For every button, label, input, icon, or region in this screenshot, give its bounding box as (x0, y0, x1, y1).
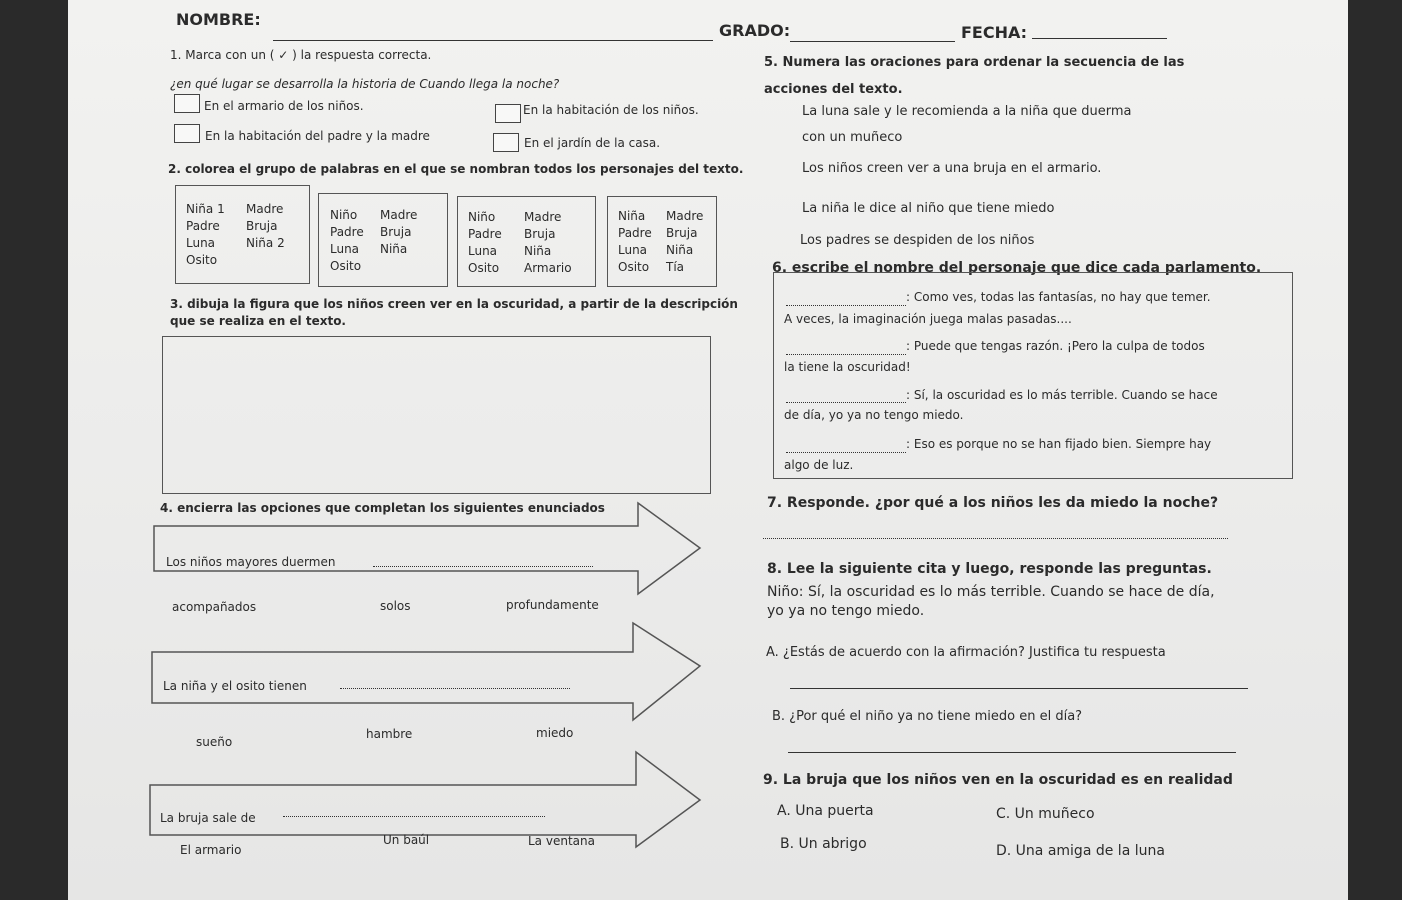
word: Bruja (666, 226, 698, 240)
q3-title-cont: que se realiza en el texto. (170, 314, 346, 328)
word: Niña (380, 242, 408, 256)
word: Madre (246, 202, 284, 216)
q1-option-2: En la habitación de los niños. (523, 103, 699, 117)
arrow-shape (152, 623, 700, 720)
q5-title-cont: acciones del texto. (764, 82, 903, 97)
worksheet-page (68, 0, 1348, 900)
word: Bruja (524, 227, 556, 241)
q5-sentence: La niña le dice al niño que tiene miedo (802, 201, 1055, 216)
q4-option[interactable]: profundamente (506, 598, 599, 612)
word: Madre (380, 208, 418, 222)
q4-stem-3: La bruja sale de (160, 811, 256, 825)
q4-option[interactable]: miedo (536, 726, 574, 740)
q9-option-c[interactable]: C. Un muñeco (996, 806, 1095, 822)
quote-text: : Eso es porque no se han fijado bien. Siempre hay (906, 437, 1212, 451)
word: Armario (524, 261, 572, 275)
q4-stem-2: La niña y el osito tienen (163, 679, 307, 693)
word: Luna (468, 244, 498, 258)
word: Osito (330, 259, 362, 273)
word: Bruja (380, 225, 412, 239)
word: Bruja (246, 219, 278, 233)
q4-option[interactable]: Un baúl (383, 833, 430, 847)
q3-title: 3. dibuja la figura que los niños creen ver en la oscuridad, a partir de la descripción (170, 297, 738, 311)
word: Niña 1 (186, 202, 225, 216)
quote-text-cont: la tiene la oscuridad! (784, 360, 911, 374)
speaker-blank-2[interactable] (786, 354, 906, 355)
fecha-label: FECHA: (961, 23, 1028, 42)
q7-answer-line[interactable] (763, 538, 1228, 539)
speaker-blank-4[interactable] (786, 452, 906, 453)
word: Tía (666, 260, 685, 274)
quote-text: : Puede que tengas razón. ¡Pero la culpa de todos (906, 339, 1205, 353)
q9-option-a[interactable]: A. Una puerta (777, 803, 874, 819)
q4-blank-1[interactable] (373, 566, 593, 567)
q4-option[interactable]: La ventana (528, 834, 595, 848)
q1-option-4: En el jardín de la casa. (524, 136, 661, 150)
q9-option-b[interactable]: B. Un abrigo (780, 836, 867, 852)
q8-quote: Niño: Sí, la oscuridad es lo más terrible. Cuando se hace de día, (767, 584, 1215, 600)
q4-option[interactable]: solos (380, 599, 411, 613)
word: Niña (618, 209, 646, 223)
word: Niño (330, 208, 358, 222)
q4-option[interactable]: sueño (196, 735, 233, 749)
word: Niña 2 (246, 236, 285, 250)
word: Madre (524, 210, 562, 224)
word: Padre (186, 219, 220, 233)
q5-title: 5. Numera las oraciones para ordenar la secuencia de las (764, 55, 1185, 70)
q8-question-a: A. ¿Estás de acuerdo con la afirmación? Justifica tu respuesta (766, 645, 1166, 660)
arrow-shape (154, 503, 700, 594)
q7-title: 7. Responde. ¿por qué a los niños les da miedo la noche? (767, 495, 1219, 511)
word: Luna (186, 236, 216, 250)
q5-sentence: La luna sale y le recomienda a la niña que duerma (802, 104, 1132, 119)
q1-title: 1. Marca con un ( ✓ ) la respuesta correcta. (170, 48, 432, 62)
q4-option[interactable]: El armario (180, 843, 242, 857)
word: Luna (618, 243, 648, 257)
q4-blank-3[interactable] (283, 816, 545, 817)
grado-label: GRADO: (719, 21, 791, 40)
word: Padre (618, 226, 652, 240)
q4-stem-1: Los niños mayores duermen (166, 555, 336, 569)
q8-answer-a[interactable] (790, 688, 1248, 689)
q2-title: 2. colorea el grupo de palabras en el que se nombran todos los personajes del texto. (168, 162, 744, 176)
word: Madre (666, 209, 704, 223)
quote-text-cont: de día, yo ya no tengo miedo. (784, 408, 964, 422)
q1-option-1: En el armario de los niños. (204, 99, 364, 113)
q6-title: 6. escribe el nombre del personaje que dice cada parlamento. (772, 260, 1262, 276)
word: Padre (330, 225, 364, 239)
word: Luna (330, 242, 360, 256)
quote-text: : Como ves, todas las fantasías, no hay que temer. (906, 290, 1211, 304)
word: Osito (618, 260, 650, 274)
q8-question-b: B. ¿Por qué el niño ya no tiene miedo en el día? (772, 709, 1083, 724)
word: Niño (468, 210, 496, 224)
q5-sentence-cont: con un muñeco (802, 130, 903, 145)
speaker-blank-1[interactable] (786, 305, 906, 306)
word: Osito (468, 261, 500, 275)
quote-text-cont: A veces, la imaginación juega malas pasadas.... (784, 312, 1072, 326)
q5-sentence: Los padres se despiden de los niños (800, 233, 1035, 248)
q4-option[interactable]: hambre (366, 727, 413, 741)
q8-title: 8. Lee la siguiente cita y luego, responde las preguntas. (767, 561, 1212, 577)
q9-title: 9. La bruja que los niños ven en la oscuridad es en realidad (763, 772, 1233, 788)
q5-sentence: Los niños creen ver a una bruja en el armario. (802, 161, 1102, 176)
word: Padre (468, 227, 502, 241)
q9-option-d[interactable]: D. Una amiga de la luna (996, 843, 1165, 859)
q8-quote-cont: yo ya no tengo miedo. (767, 603, 925, 619)
q4-blank-2[interactable] (340, 688, 570, 689)
word: Niña (666, 243, 694, 257)
q4-title: 4. encierra las opciones que completan los siguientes enunciados (160, 501, 605, 515)
q8-answer-b[interactable] (788, 752, 1236, 753)
quote-text: : Sí, la oscuridad es lo más terrible. Cuando se hace (906, 388, 1218, 402)
word: Osito (186, 253, 218, 267)
speaker-blank-3[interactable] (786, 402, 906, 403)
nombre-label: NOMBRE: (176, 10, 261, 29)
q4-option[interactable]: acompañados (172, 600, 257, 614)
quote-text-cont: algo de luz. (784, 458, 854, 472)
q1-question: ¿en qué lugar se desarrolla la historia de Cuando llega la noche? (170, 77, 560, 91)
word: Niña (524, 244, 552, 258)
q1-option-3: En la habitación del padre y la madre (205, 129, 430, 143)
